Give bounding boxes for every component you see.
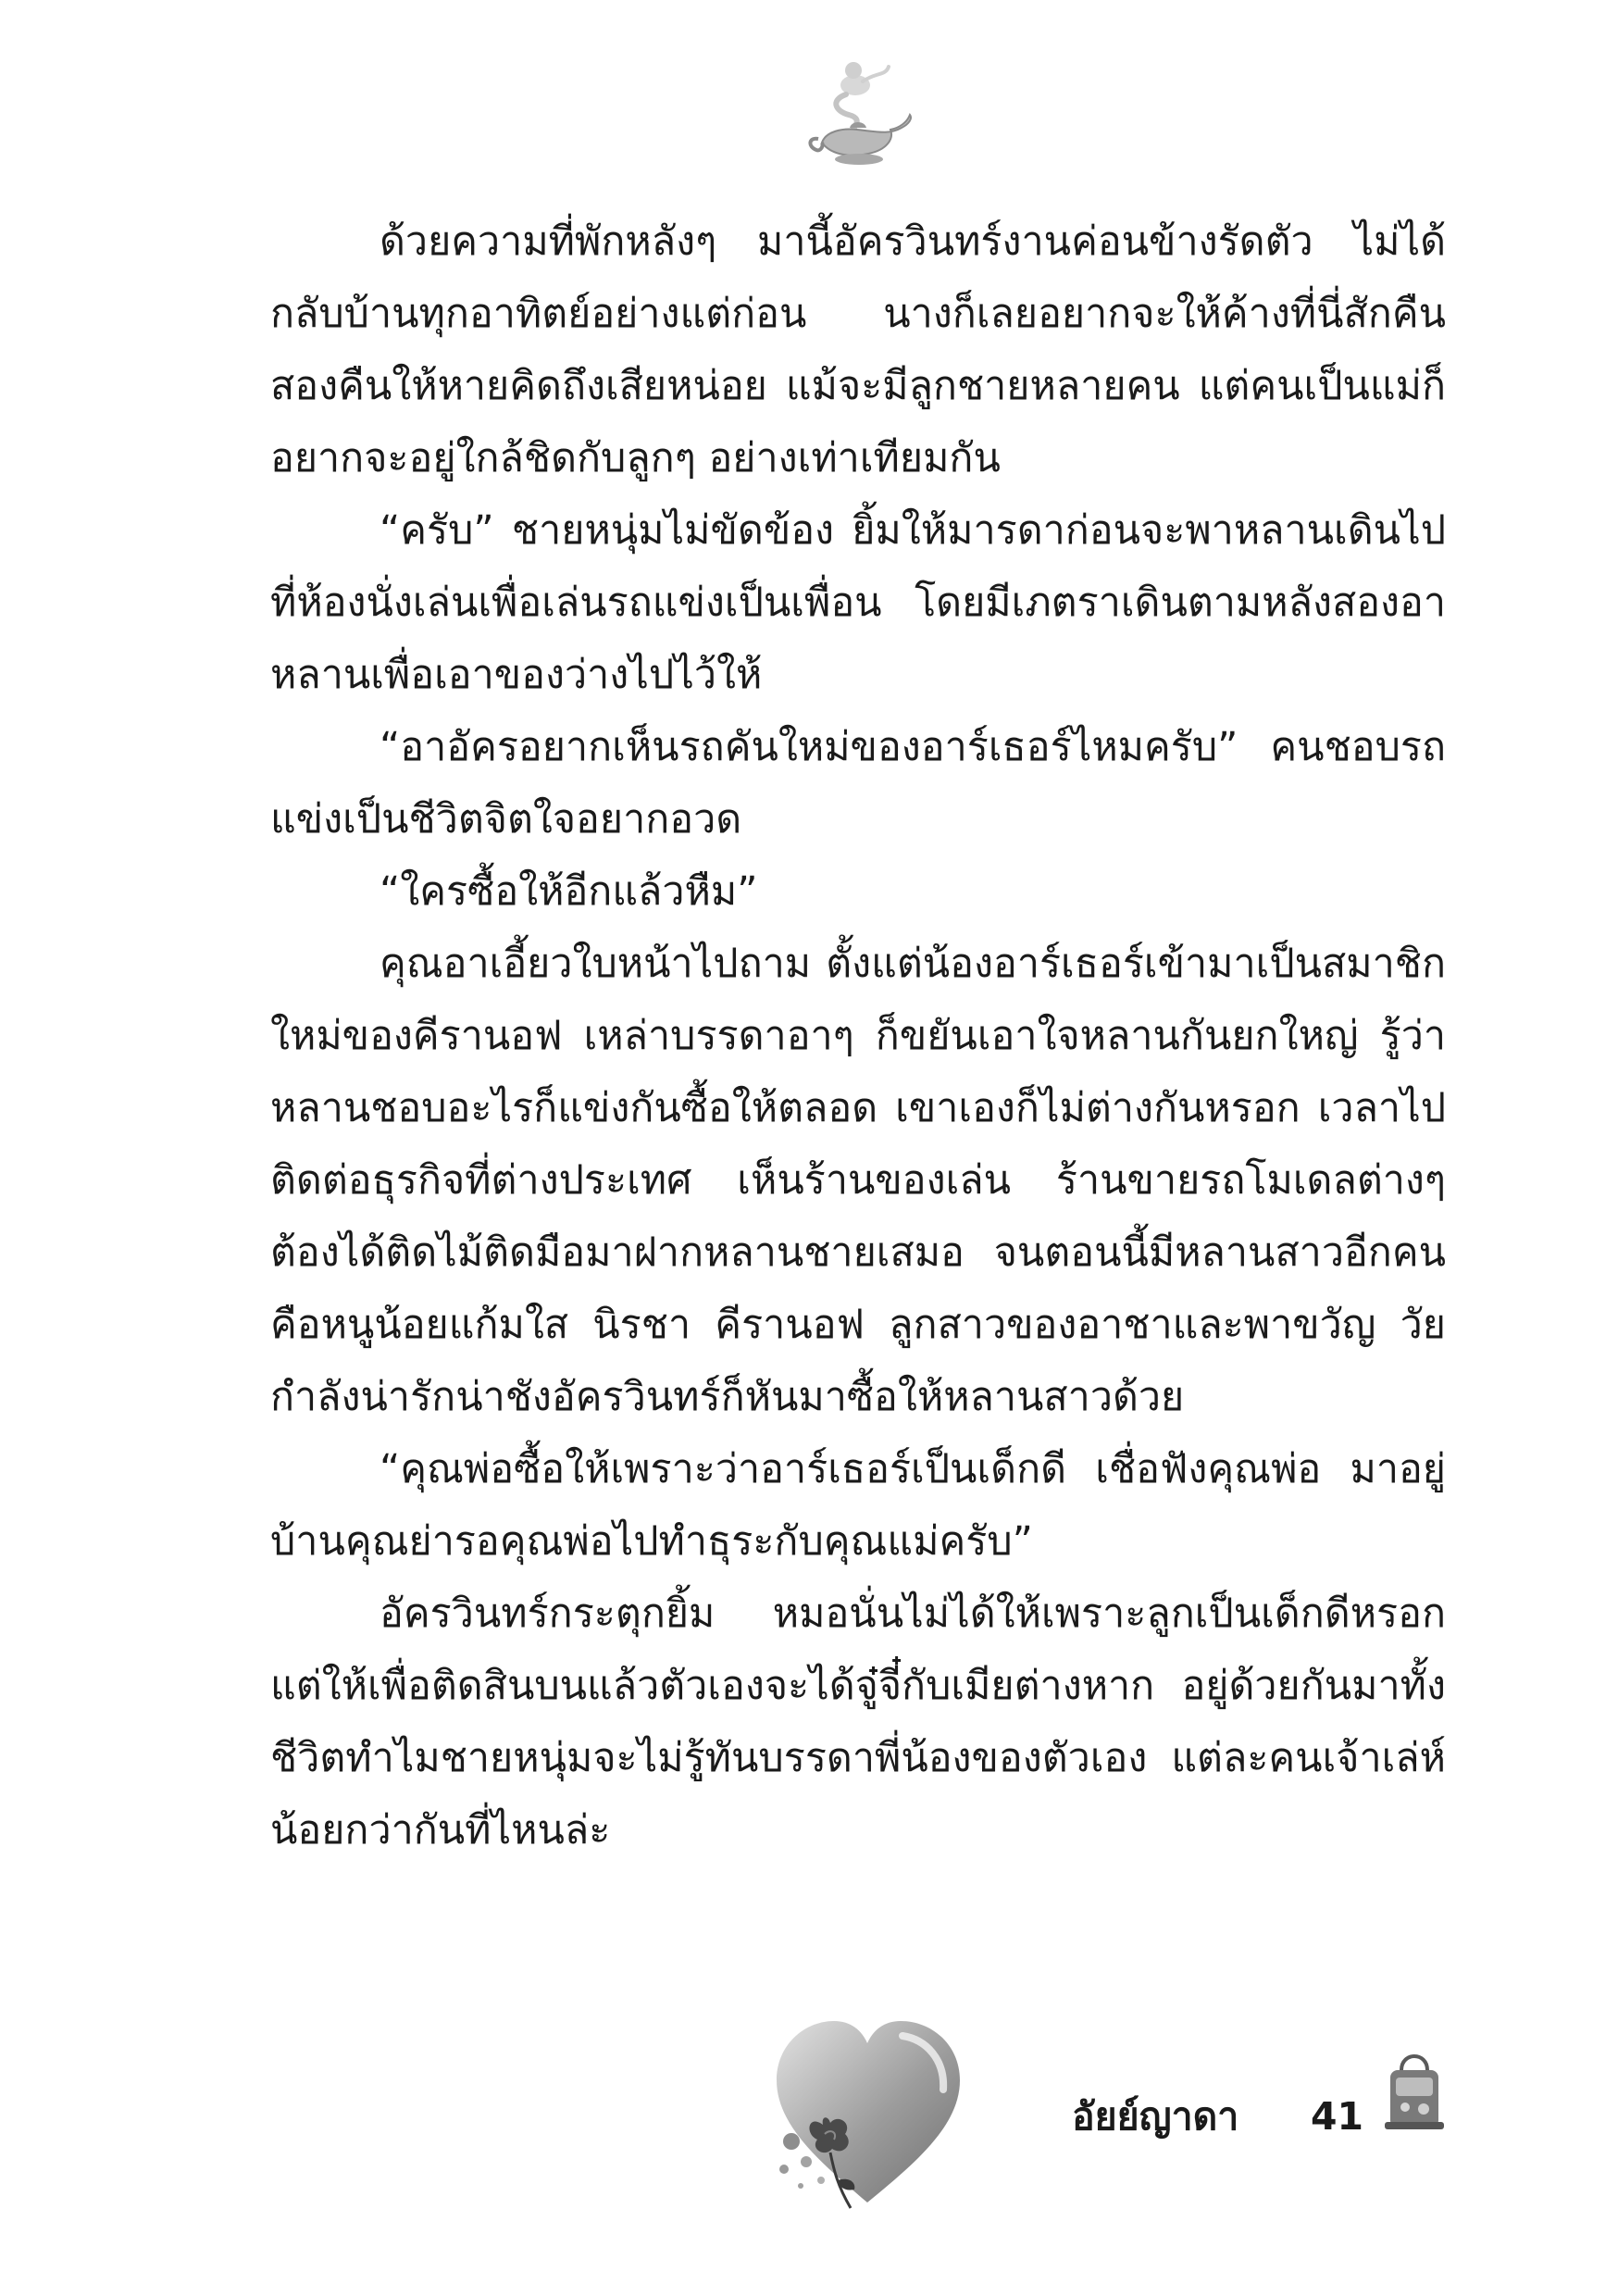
paragraph: “ใครซื้อให้อีกแล้วหืม”: [380, 868, 758, 915]
paragraph: ด้วยความที่พักหลังๆ มานี้อัครวินทร์งานค่อนข้างรัดตัว ไม่ได้กลับบ้านทุกอาทิตย์อย่างแต่ก่อน นางก็เลยอยากจะให้ค้างที่นี่สักคืนสองคืนให้หายคิดถึงเสียหน่อย แม้จะมีลูกชายหลายคน แต่คนเป็นแม่ก็อยากจะอยู่ใกล้ชิดกับลูกๆ อย่างเท่าเทียมกัน: [270, 218, 1446, 481]
footer-author: อัยย์ญาดา: [1072, 2094, 1239, 2139]
body-text: [270, 206, 1446, 1866]
bag-icon: [1381, 2042, 1448, 2135]
paragraph: “คุณพ่อซื้อให้เพราะว่าอาร์เธอร์เป็นเด็กดี เชื่อฟังคุณพ่อ มาอยู่บ้านคุณย่ารอคุณพ่อไปทำธุระกับคุณแม่ครับ”: [270, 1446, 1446, 1565]
page-number: 41: [1311, 2094, 1364, 2139]
paragraph: “ครับ” ชายหนุ่มไม่ขัดข้อง ยิ้มให้มารดาก่อนจะพาหลานเดินไปที่ห้องนั่งเล่นเพื่อเล่นรถแข่งเป็นเพื่อน โดยมีเภตราเดินตามหลังสองอาหลานเพื่อเอาของว่างไปไว้ให้: [270, 507, 1446, 698]
paragraph: “อาอัครอยากเห็นรถคันใหม่ของอาร์เธอร์ไหมครับ” คนชอบรถแข่งเป็นชีวิตจิตใจอยากอวด: [270, 724, 1446, 842]
genie-lamp-icon: [798, 54, 918, 174]
heart-rose-icon: [764, 2004, 972, 2222]
paragraph: คุณอาเอี้ยวใบหน้าไปถาม ตั้งแต่น้องอาร์เธอร์เข้ามาเป็นสมาชิกใหม่ของคีรานอฟ เหล่าบรรดาอาๆ ก็ขยันเอาใจหลานกันยกใหญ่ รู้ว่าหลานชอบอะไรก็แข่งกันซื้อให้ตลอด เขาเองก็ไม่ต่างกันหรอก เวลาไปติดต่อธุรกิจที่ต่างประเทศ เห็นร้านของเล่น ร้านขายรถโมเดลต่างๆ ต้องได้ติดไม้ติดมือมาฝากหลานชายเสมอ จนตอนนี้มีหลานสาวอีกคน คือหนูน้อยแก้มใส นิรชา คีรานอฟ ลูกสาวของอาชาและพาขวัญ วัยกำลังน่ารักน่าชังอัครวินทร์ก็หันมาซื้อให้หลานสาวด้วย: [270, 941, 1446, 1420]
paragraph: อัครวินทร์กระตุกยิ้ม หมอนั่นไม่ได้ให้เพราะลูกเป็นเด็กดีหรอก แต่ให้เพื่อติดสินบนแล้วตัวเองจะได้จู๋จี๋กับเมียต่างหาก อยู่ด้วยกันมาทั้งชีวิตทำไมชายหนุ่มจะไม่รู้ทันบรรดาพี่น้องของตัวเอง แต่ละคนเจ้าเล่ห์น้อยกว่ากันที่ไหนล่ะ: [270, 1591, 1446, 1853]
